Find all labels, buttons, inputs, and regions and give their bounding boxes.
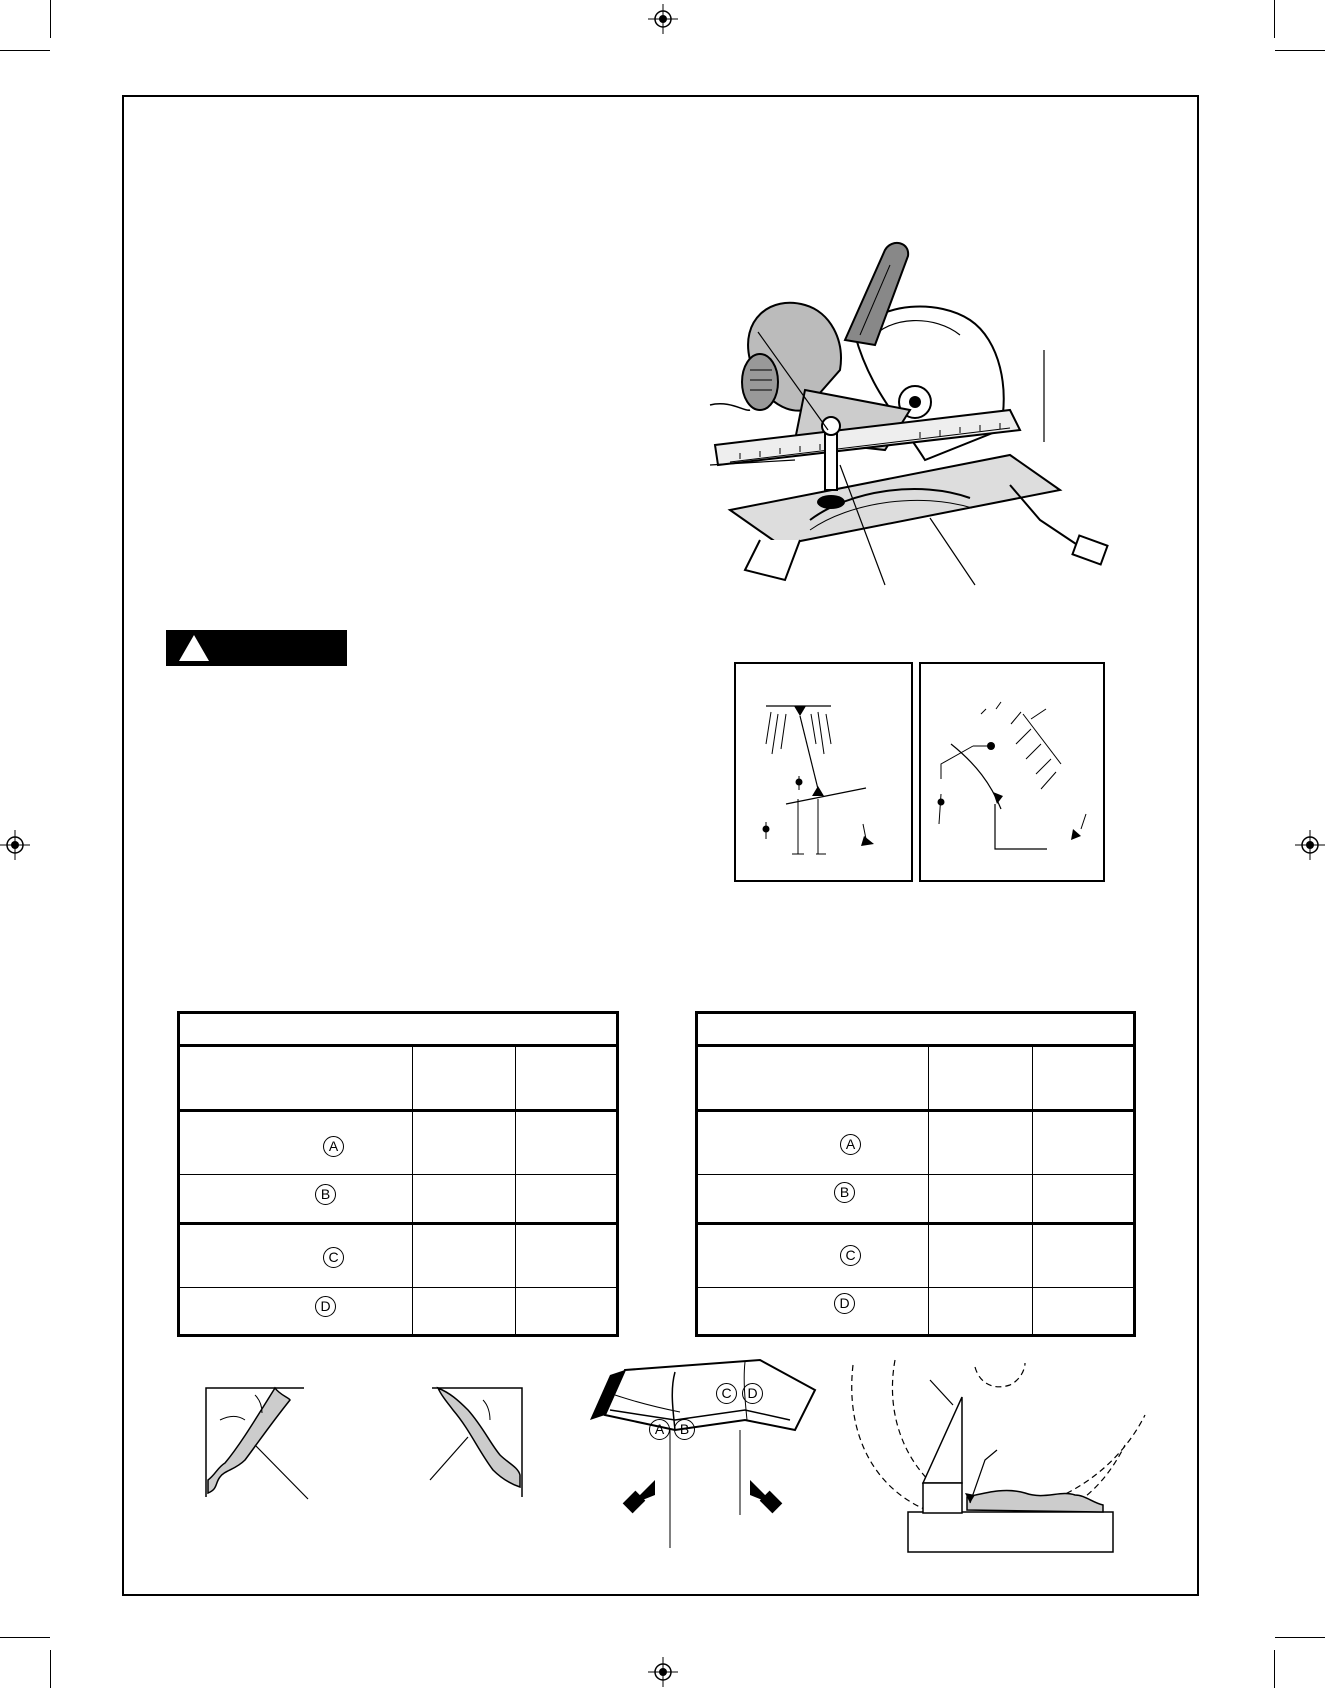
table-row bbox=[179, 1224, 618, 1288]
registration-mark-icon bbox=[648, 4, 678, 34]
miter-saw-illustration bbox=[710, 240, 1130, 600]
callout-a-icon: A bbox=[323, 1136, 344, 1157]
warning-triangle-icon bbox=[178, 634, 210, 662]
table-row bbox=[179, 1175, 618, 1224]
bevel-detail-illustration bbox=[736, 664, 915, 884]
table-row bbox=[179, 1288, 618, 1336]
registration-mark-icon bbox=[648, 1657, 678, 1687]
miter-detail-illustration bbox=[921, 664, 1107, 884]
table-cell bbox=[515, 1111, 617, 1175]
warning-banner bbox=[166, 630, 347, 666]
table-cell bbox=[413, 1224, 515, 1288]
callout-c-icon: C bbox=[716, 1383, 737, 1404]
table-cell bbox=[515, 1175, 617, 1224]
table-title-cell bbox=[697, 1013, 1135, 1046]
table-cell bbox=[179, 1175, 413, 1224]
table-header-cell bbox=[413, 1046, 515, 1111]
callout-c-icon: C bbox=[840, 1245, 861, 1266]
callout-a-icon: A bbox=[649, 1419, 670, 1440]
crown-molding-profile-1 bbox=[200, 1385, 310, 1500]
table-row bbox=[697, 1288, 1135, 1336]
table-cell bbox=[413, 1175, 515, 1224]
crop-mark bbox=[50, 0, 51, 38]
table-row bbox=[697, 1224, 1135, 1288]
crop-mark bbox=[1275, 50, 1325, 51]
table-cell bbox=[929, 1224, 1032, 1288]
crown-corner-illustration bbox=[585, 1350, 815, 1550]
table-header-cell bbox=[697, 1046, 929, 1111]
callout-a-icon: A bbox=[840, 1134, 861, 1155]
callout-d-icon: D bbox=[834, 1293, 855, 1314]
registration-mark-icon bbox=[0, 830, 30, 860]
table-cell bbox=[697, 1288, 929, 1336]
registration-mark-icon bbox=[1295, 830, 1325, 860]
callout-b-icon: B bbox=[674, 1419, 695, 1440]
table-header-cell bbox=[929, 1046, 1032, 1111]
table-cell bbox=[179, 1224, 413, 1288]
callout-c-icon: C bbox=[323, 1247, 344, 1268]
callout-d-icon: D bbox=[742, 1383, 763, 1404]
callout-b-icon: B bbox=[315, 1184, 336, 1205]
table-header-cell bbox=[515, 1046, 617, 1111]
table-cell bbox=[515, 1224, 617, 1288]
table-cell bbox=[929, 1111, 1032, 1175]
table-cell bbox=[697, 1224, 929, 1288]
crop-mark bbox=[0, 1637, 50, 1638]
detail-box-right bbox=[919, 662, 1105, 882]
table-cell bbox=[179, 1288, 413, 1336]
crop-mark bbox=[1274, 0, 1275, 38]
table-cell bbox=[515, 1288, 617, 1336]
table-header-cell bbox=[179, 1046, 413, 1111]
table-cell bbox=[1032, 1111, 1134, 1175]
table-cell bbox=[1032, 1288, 1134, 1336]
table-cell bbox=[929, 1175, 1032, 1224]
crop-mark bbox=[0, 50, 50, 51]
table-header-cell bbox=[1032, 1046, 1134, 1111]
table-row bbox=[697, 1175, 1135, 1224]
table-cell bbox=[929, 1288, 1032, 1336]
callout-b-icon: B bbox=[834, 1182, 855, 1203]
table-row bbox=[697, 1111, 1135, 1175]
table-cell bbox=[1032, 1175, 1134, 1224]
table-title-cell bbox=[179, 1013, 618, 1046]
table-cell bbox=[1032, 1224, 1134, 1288]
compound-cut-table-left bbox=[177, 1011, 619, 1337]
table-cell bbox=[697, 1175, 929, 1224]
table-cell bbox=[413, 1288, 515, 1336]
table-cell bbox=[179, 1111, 413, 1175]
compound-cut-table-right bbox=[695, 1011, 1136, 1337]
crop-mark bbox=[1274, 1650, 1275, 1688]
molding-on-table-illustration bbox=[845, 1355, 1165, 1555]
table-cell bbox=[413, 1111, 515, 1175]
crown-molding-profile-2 bbox=[428, 1385, 528, 1500]
callout-d-icon: D bbox=[315, 1296, 336, 1317]
table-cell bbox=[697, 1111, 929, 1175]
crop-mark bbox=[50, 1650, 51, 1688]
detail-box-left bbox=[734, 662, 913, 882]
table-row bbox=[179, 1111, 618, 1175]
crop-mark bbox=[1275, 1637, 1325, 1638]
